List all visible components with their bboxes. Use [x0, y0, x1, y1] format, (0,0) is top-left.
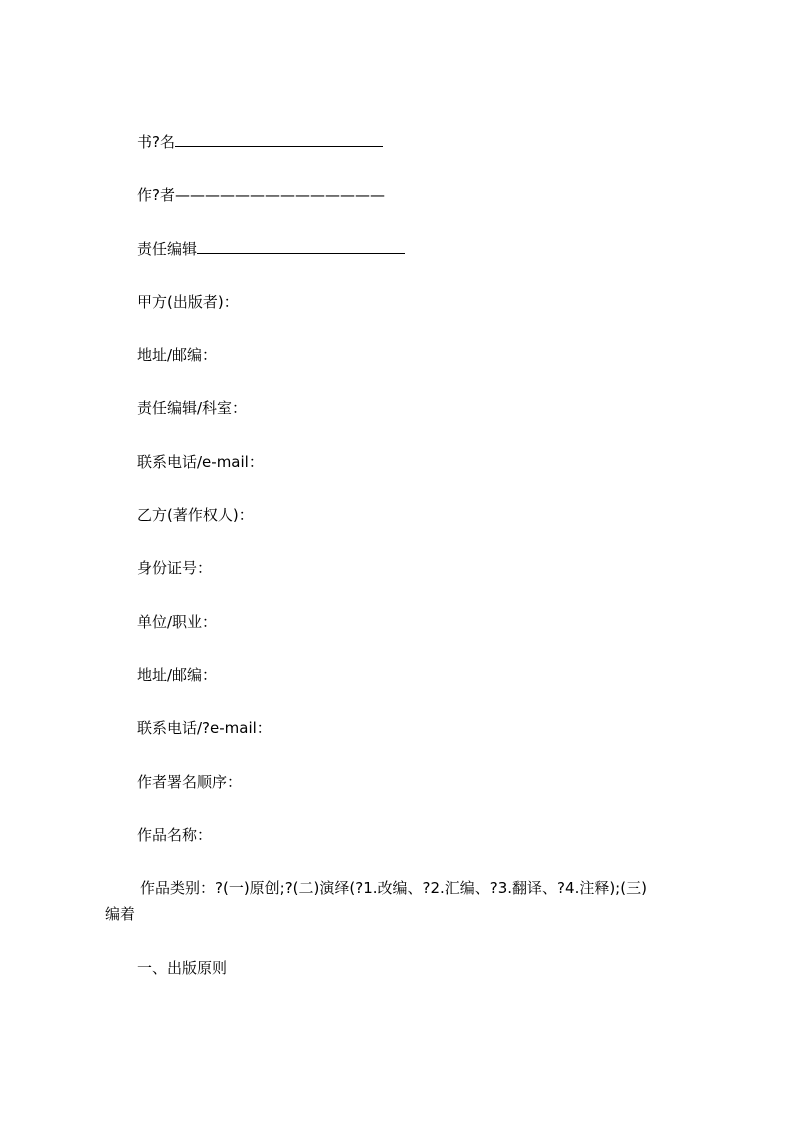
work-type-line-1: 作品类别：?(一)原创;?(二)演绎(?1.改编、?2.汇编、?3.翻译、?4.注释);(三) — [140, 879, 647, 897]
section-heading: 一、出版原则 — [137, 959, 228, 977]
book-title-field — [137, 132, 383, 152]
address-b-label: 地址/邮编： — [137, 666, 218, 684]
author-dashes: —————————————— — [174, 186, 385, 204]
work-type-line-2: 编着 — [105, 905, 136, 923]
author-field — [137, 185, 385, 205]
editor-label: 责任编辑 — [137, 240, 198, 258]
contact-a-label: 联系电话/e-mail： — [137, 453, 264, 471]
book-title-label: 书?名 — [137, 133, 175, 151]
editor-field — [137, 239, 405, 259]
employer-label: 单位/职业： — [137, 613, 218, 631]
address-a-label: 地址/邮编： — [137, 346, 218, 364]
party-a-label: 甲方(出版者)： — [137, 293, 239, 311]
party-b-label: 乙方(著作权人)： — [137, 506, 254, 524]
id-number-label: 身份证号： — [137, 559, 213, 577]
work-name-label: 作品名称： — [137, 826, 213, 844]
work-type-paragraph — [105, 875, 705, 927]
editor-blank — [197, 239, 405, 254]
signing-order-label: 作者署名顺序： — [137, 773, 243, 791]
contact-b-label: 联系电话/?e-mail： — [137, 719, 272, 737]
book-title-blank — [175, 132, 383, 147]
editor-dept-label: 责任编辑/科室： — [137, 399, 248, 417]
author-label: 作?者 — [137, 186, 175, 204]
